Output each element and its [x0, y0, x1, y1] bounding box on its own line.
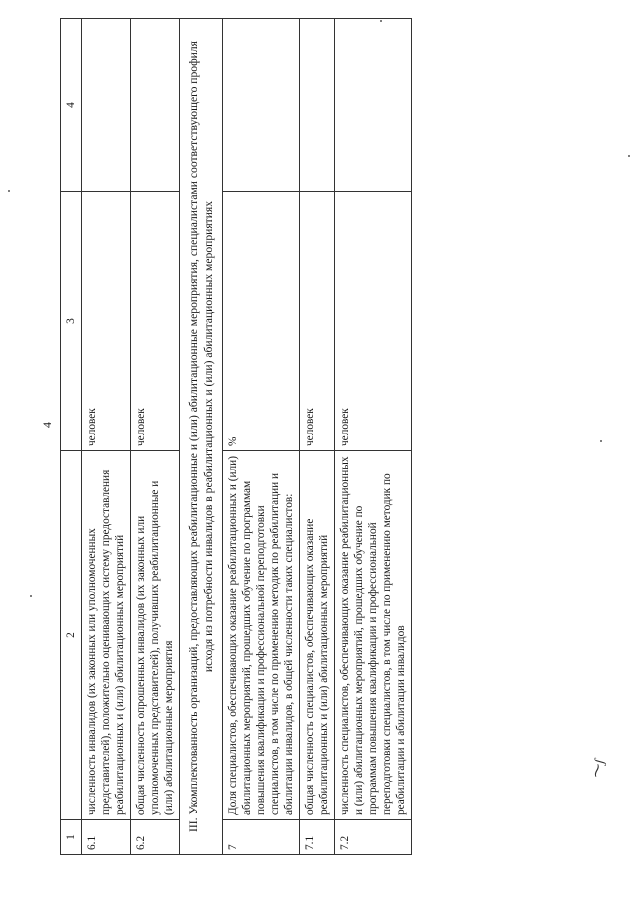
header-col-2: 2	[61, 451, 82, 820]
table-row	[82, 19, 131, 855]
row-value	[131, 19, 180, 192]
row-text: численность инвалидов (их законных или уполномоченных представителей), положительно оценивающих систему предоставления реабилитационных и (или) абилитационных мероприятий	[82, 451, 131, 820]
scan-speck	[30, 595, 32, 597]
table-row	[300, 19, 335, 855]
row-value	[335, 19, 412, 192]
table-row	[223, 19, 300, 855]
row-number: 7.2	[335, 820, 412, 855]
row-text: численность специалистов, обеспечивающих оказание реабилитационных и (или) абилитационных мероприятий, прошедших обучение по программам повышения квалификации и профессиональной переподготовки специалистов, в том числе по применению методик по реабилитации и абилитации инвалидов	[335, 451, 412, 820]
row-unit: человек	[82, 192, 131, 451]
scan-speck	[8, 190, 10, 192]
row-unit: человек	[335, 192, 412, 451]
row-number: 6.2	[131, 820, 180, 855]
section-row	[180, 19, 223, 855]
header-col-4: 4	[61, 19, 82, 192]
row-unit: человек	[131, 192, 180, 451]
row-unit: %	[223, 192, 300, 451]
header-row	[61, 19, 82, 855]
rotated-table-wrapper	[60, 41, 500, 855]
row-value	[300, 19, 335, 192]
header-col-1: 1	[61, 820, 82, 855]
table-row	[335, 19, 412, 855]
header-col-3: 3	[61, 192, 82, 451]
row-number: 7	[223, 820, 300, 855]
row-text: общая численность специалистов, обеспечивающих оказание реабилитационных и (или) абилитационных мероприятий	[300, 451, 335, 820]
indicators-table	[60, 18, 412, 855]
table-row	[131, 19, 180, 855]
scan-speck	[628, 155, 630, 157]
scan-speck	[600, 440, 602, 442]
scan-speck	[380, 20, 382, 22]
scan-mark: ⁓ʃ	[588, 757, 608, 780]
row-text: Доля специалистов, обеспечивающих оказание реабилитационных и (или) абилитационных мероприятий, прошедших обучение по программам повышения квалификации и профессиональной переподготовки специалистов, в том числе по применению методик по реабилитации и абилитации инвалидов, в общей численности таких специалистов:	[223, 451, 300, 820]
row-value	[223, 19, 300, 192]
row-unit: человек	[300, 192, 335, 451]
row-text: общая численность опрошенных инвалидов (их законных или уполномоченных представителей), получивших реабилитационные и (или) абилитационные мероприятия	[131, 451, 180, 820]
page-number: 4	[40, 422, 54, 428]
row-number: 6.1	[82, 820, 131, 855]
row-number: 7.1	[300, 820, 335, 855]
section-heading: III. Укомплектованность организаций, предоставляющих реабилитационные и (или) абилитационные мероприятия, специалистами соответствующего профиля исходя из потребности инвалидов в реабилитационных и (или) абилитационных мероприятиях	[180, 19, 223, 855]
row-value	[82, 19, 131, 192]
